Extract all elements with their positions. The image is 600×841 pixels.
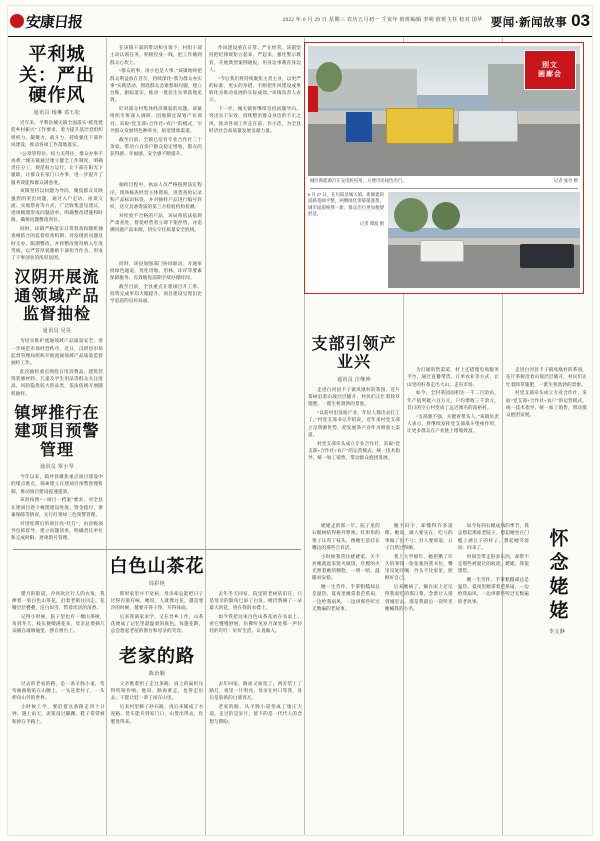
paragraph: 如今，全村茶园面积达一千二百余亩，年产值突破六百万元，户均增收三千余元，昔日的空心村变成了远近闻名的富裕村。: [407, 390, 499, 410]
seal-line-1: 别文: [542, 61, 558, 70]
article-6-body-b: [111, 680, 204, 727]
article-5-title: 白色山茶花: [109, 556, 205, 576]
article-5-body-a: [12, 590, 105, 637]
paragraph: 腊月的街道，冷风吹过行人的衣角，我捧着一束白色山茶花，沿着老街往回走。花瓣层层叠叠，洁白如雪，带着淡淡的清香。: [12, 590, 105, 611]
photo-tree-1: [316, 62, 342, 92]
article-3-title: 镇坪推行在建项目预警管理: [14, 404, 100, 459]
photo-bottom: [388, 192, 580, 288]
article-2-body-a: [11, 337, 103, 397]
paragraph: 记得小时候，院子里也有一棵山茶树，每到冬天，枝头便缀满花朵，母亲总要摘几朵插在玻璃瓶里，摆在窗台上。: [12, 613, 105, 634]
paragraph: 她一生劳作，手掌粗糙却总是温热。夏夜里她拿着芭蕉扇，一边给我扇风，一边讲那些听过无数遍的老故事。: [457, 576, 530, 604]
paragraph: 走进白河县卡子镇凤凰村的茶园，连片茶树沿着山坡层层铺开，村民们正忙着除草施肥，一派生机勃勃的景象。: [506, 367, 587, 387]
photo-top-caption: 城区新能源汽车充电桩投用，方便市民绿色出行。: [310, 178, 407, 183]
photo-charging-post: [346, 112, 372, 142]
column-seal: [524, 50, 576, 90]
paragraph: “支部强不强，关键看带头人。”该镇负责人表示，将继续发挥党支部战斗堡垒作用，让更多群众在产业链上增收致富。: [407, 413, 499, 433]
paragraph: 抽检过程中，执法人员严格按照法定程序，现场核查经营主体资质、进货查验记录和产品标识标签，并对抽样产品进行编号封样，送交具备资质的第三方检验机构检测。: [110, 182, 202, 209]
paragraph: 对检验不合格的产品，该局将依法依规严肃查处，督促经营者立即下架停售，并追溯问题产品来源，切实守住质量安全底线。: [110, 212, 202, 233]
article-4-body-c: [506, 366, 587, 418]
feature-article-5: [8, 546, 306, 726]
paragraph: 为打通销售渠道，村上还搭建电商服务平台，通过直播带货、订单农业等方式，让山里的好茶走出大山、走向市场。: [407, 367, 499, 387]
paragraph: 去年回家，路面又加宽了，两旁装上了路灯，夜里一片明亮。母亲在村口等我，身后是崭新的白墙青瓦。: [209, 680, 303, 701]
paragraph: 时间会带走很多东西，却带不走那些被爱过的痕迹。姥姥，我很想您。: [457, 553, 530, 573]
seal-line-2: 画廊会: [538, 70, 562, 78]
paragraph: 今年以来，镇坪县聚焦重点项目建设中的堵点难点，探索建立在建项目预警管理机制，推动项目建设提速提效。: [11, 474, 103, 494]
feature-article-7: [308, 522, 584, 638]
photo2-car-white: [420, 240, 464, 262]
article-2-byline: 通讯员 吴昊: [42, 329, 72, 335]
paragraph: 后来她病了，躺在床上还记得我爱吃的那口菜，念着让人捎到城里去。那是我最后一次听见她喊我的小名。: [384, 584, 453, 611]
photo-car-white: [458, 110, 518, 142]
paragraph: 如今我把这束白色山茶花放在书桌上，看它慢慢舒展，仿佛听见岁月深处那一声轻轻的叮咛：好好生活，认真做人。: [209, 613, 303, 634]
paragraph: 姥姥走的那一年，院子里的石榴树结得格外繁密。红彤彤的果子压弯了枝头，像她生前挂在嘴边的那些吉祥话。: [312, 523, 380, 550]
paragraph: 截至目前，全县重点在建项目开工率、投资完成率均大幅提升，项目建设呈现出比学赶超的良好局面。: [110, 283, 202, 304]
publication-info: 2022 年 6 月 29 日 星期三 农历五月初一 壬寅年 值班编辑 李明 值班主任 校对 国华: [282, 17, 483, 24]
paragraph: 同时，该县加强部门协同联动，开通审批绿色通道，优化用地、用林、环评等要素保障服务，有效缩短前期手续办理时间。: [110, 260, 202, 280]
paragraph: 截至目前，全镇已培育专业合作社二十余家，带动六百余户群众稳定增收，群众的获得感、幸福感、安全感不断提升。: [110, 136, 202, 156]
article-7-title: 怀念姥姥: [546, 528, 568, 624]
paragraph: 村党支部牵头成立专业合作社，采取“党支部+合作社+农户”的运营模式，统一技术指导、统一加工销售，带动群众抱团发展。: [506, 390, 587, 417]
article-5-body-b: [111, 590, 204, 637]
article-6-title: 老家的路: [119, 646, 195, 667]
article-1-title: 平利城关：严出硬作风: [19, 44, 95, 106]
paragraph: “公章管得住、权力关得住，群众办事不再难。”城关镇通过建立健全工作制度，明确责任分工，规范权力运行，让干部在阳光下履职，让群众在家门口办事，进一步提升了服务效能和群众满意度。: [11, 150, 103, 185]
paragraph: 下一步，城关镇将继续坚持问题导向，突出实干实效，持续整治群众身边的不正之风，推动各项工作走在前、作示范，为全县经济社会高质量发展贡献力量。: [209, 106, 301, 133]
article-4-body-b: [407, 366, 499, 434]
article-2-title: 汉阴开展流通领域产品监督抽检: [14, 269, 100, 324]
article-3-body-a: [11, 473, 103, 541]
article-6-body-c: [209, 680, 302, 727]
paragraph: 父亲挑着担子走这条路，肩上的扁担压得吱呀作响。他说，路再难走，也得走出去，不能让娃一辈子困在山里。: [110, 680, 204, 701]
photo-red-banner: [308, 86, 318, 112]
section-title: 要闻·新闻故事: [490, 17, 568, 29]
paragraph: 针对部分村集体经济薄弱的问题，该镇组织专班深入调研，因地制宜谋划产业项目，采取“党支部+合作社+农户”的模式，引导群众发展特色种养业，拓宽增收渠道。: [110, 106, 202, 133]
article-5-byline: 周彩艳: [148, 581, 166, 587]
article-3-body-b: [110, 260, 202, 305]
paragraph: “以前村里没啥产业，年轻人都出去打工了。”村党支部书记介绍说，近年来村党支部立足资源优势，把发展茶产业作为增收主渠道。: [308, 410, 400, 437]
article-7-byline: 李文静: [548, 630, 566, 635]
paragraph: 走进白河县卡子镇凤凰村的茶园，连片茶树沿着山坡层层铺开，村民们正忙着除草施肥，一派生机勃勃的景象。: [308, 386, 400, 407]
newspaper-logo: [10, 9, 90, 33]
article-6-body-a: [12, 680, 105, 727]
paragraph: 作风建设重在日常、严在经常。该镇坚持把纪律规矩立起来、严起来，强化警示教育，开展典型案例通报，用身边事教育身边人。: [209, 45, 301, 72]
paragraph: 我上大学那年，她把攒了许久的零钱一张张塞进我书包，嘴里反复叮嘱：外头不比家里，照顾好自己。: [384, 553, 453, 581]
article-4-byline: 通讯员 汪继坤: [336, 377, 372, 383]
paragraph: 小时候上学，要沿着这条路走四十分钟。遇上雨天，泥浆没过脚踝，鞋子常常被粘掉在半路上。: [12, 704, 105, 724]
paragraph: 同时，该镇严格落实日常督查和随机抽查相结合的监督检查机制，对发现的问题及时交办、限期整改，并将整改情况纳入年度考核，以严管厚爱激励干部担当作为，形成了干事创业的浓厚氛围。: [11, 226, 103, 261]
article-5-body-c: [209, 590, 302, 637]
paragraph: 如今每到石榴成熟的季节，我总想起那座老院子，想起她坐在门槛上剥豆子的样子，想起她笑着说：回来了。: [457, 523, 530, 550]
logo-badge-icon: [10, 14, 24, 28]
paragraph: 村党支部牵头成立专业合作社，采取“党支部+合作社+农户”的运营模式，统一技术指导、统一加工销售，带动群众抱团发展。: [308, 440, 401, 461]
article-7-body-b: [385, 522, 453, 638]
paragraph: 为切实维护流通领域产品质量安全，进一步规范市场经营秩序，近日，汉阴县市场监督管理局组织开展流通领域产品质量监督抽检工作。: [11, 338, 103, 366]
masthead: [8, 6, 592, 37]
photo-package: [304, 42, 584, 294]
paragraph: 小时候我常住姥姥家。天不亮她就起来烧火做饭，灶膛的火光照着她的侧脸，一明一暗，温暖而安稳。: [312, 553, 380, 581]
photo-bottom-credit: 记者 谭波 摄: [359, 221, 384, 227]
paragraph: 老家的路，从羊肠小道变成了康庄大道，走过的是岁月，留下的是一代代人的念想与期盼。: [209, 704, 303, 724]
masthead-right: [491, 11, 592, 31]
paragraph: 她不识字，却懂得许多道理。她说，做人要实在，吃亏的事做了也不亏；对人要厚道，日子自然过得顺。: [384, 523, 453, 550]
article-2-body-b: [110, 181, 202, 233]
paragraph: 近年来，平利县城关镇全面落实“抓党建促乡村振兴”工作要求，着力提升基层党组织组织力、凝聚力、战斗力，持续强化干部作风建设，推动各项工作落地落实。: [11, 120, 103, 147]
article-7-body-c: [458, 522, 529, 638]
paragraph: 该镇坚持以问题为导向，聚焦群众反映强烈的突出问题，通过入户走访、座谈交流、实地察看等方式，广泛收集意见建议，逐项梳理形成问题清单，明确整改措施和时限，确保问题整改到位。: [11, 188, 103, 223]
article-1-body-b: [110, 44, 202, 157]
paragraph: 那时家里并不宽裕，母亲却总能把日子过得有滋有味。她说，人就像这花，越是寒冷的时候，越要开得干净、开得体面。: [110, 590, 204, 611]
article-4-title: 支部引领产业兴: [311, 336, 397, 372]
photo-car-yellow: [386, 108, 454, 144]
photo-top: [308, 46, 580, 176]
paragraph: 此次抽检重点围绕日用消费品、建筑装饰装修材料、儿童及学生用品等群众关注度高、风险隐患较大的品类，依法依规开展随机抽样。: [11, 368, 103, 396]
paragraph: “群众的事，再小也是大事。”该镇始终把群众利益放在首位，持续深化“我为群众办实事”实践活动，围绕群众急难愁盼问题，建立台账、跟踪落实，推动一批民生实事落地见效。: [110, 68, 202, 103]
paragraph: 她一生劳作，手掌粗糙却总是温热。夏夜里她拿着芭蕉扇，一边给我扇风，一边讲那些听过无数遍的老故事。: [312, 584, 380, 611]
paragraph: 在该镇干部的带动和引领下，村组干部主动认领任务，积极投身一线，把工作做到群众心坎上。: [110, 45, 202, 65]
paragraph: 去年冬天回家，院里的老树依旧在，只是母亲的鬓角已添了白发。她仍然摘了一朵最大的花，别在我的衣襟上。: [209, 590, 303, 611]
photo-top-credit: 记者 张亭 摄: [553, 178, 578, 183]
paragraph: 后来我离家求学，又在异乡工作，山茶花便成了记忆里最温柔的底色。每逢花期，总会想起老屋的窗台和母亲的笑容。: [110, 613, 204, 634]
paragraph: 后来村里修了砂石路，再后来铺成了水泥路。货车能开到家门口，山货出得去，化肥进得来。: [110, 704, 204, 724]
photo2-car-dark: [520, 244, 574, 268]
article-7-body-a: [312, 522, 380, 638]
article-3-byline: 通讯员 覃小琴: [39, 465, 75, 471]
article-1-body-c: [209, 44, 301, 134]
paragraph: 对进度滞后的项目亮“红灯”，由县级领导包抓督导，建立问题清单，明确责任单位和完成时限，逐项销号管理。: [11, 520, 103, 541]
photo-bottom-caption: 6 月 27 日，在旬阳县城关镇，新修建的道路宽阔平整，两侧绿化带郁郁葱葱，城市面貌焕然一新，群众出行更加便捷舒适。: [308, 191, 384, 217]
article-1-body-a: [11, 119, 103, 261]
photo2-tree-2: [432, 202, 460, 230]
article-4-body-a: [308, 386, 400, 462]
paper-sheet: [8, 6, 592, 835]
paragraph: 该县按照“一项目一档案”要求，对全县在建项目逐个梳理建设进度、资金拨付、要素保障等情况，实行红黄绿三色预警管理。: [11, 497, 103, 517]
photo2-tree-1: [394, 198, 428, 232]
paragraph: 过去的老家的路，是一条羊肠小道，弯弯曲曲地贴在山腰上，一头连着村子，一头伸向山外的世界。: [12, 680, 105, 701]
article-6-byline: 陈治顺: [148, 671, 166, 677]
newspaper-name: 安康日报: [25, 12, 83, 31]
page-number: 03: [571, 11, 590, 30]
paragraph: “今后我们将持续聚焦主责主业，以更严的标准、更实的举措，不断把作风建设成果转化为推动发展的实际成效。”该镇负责人表示。: [209, 75, 301, 103]
article-1-byline: 通讯员 杨琳 邓玉松: [33, 111, 81, 117]
